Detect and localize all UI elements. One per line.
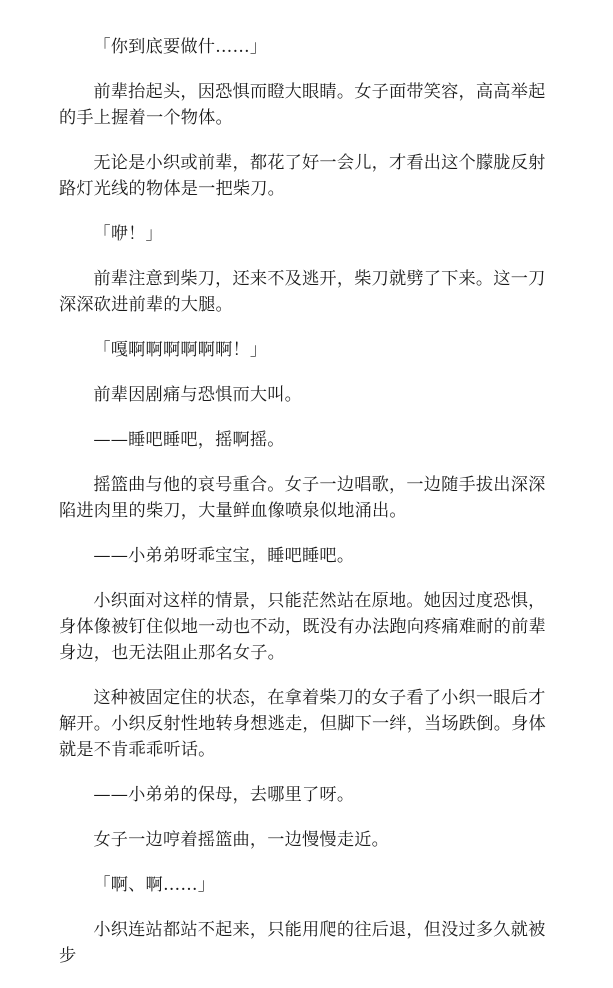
paragraph: 前辈注意到柴刀，还来不及逃开，柴刀就劈了下来。这一刀深深砍进前辈的大腿。 [59, 269, 546, 315]
paragraph: 小织连站都站不起来，只能用爬的往后退，但没过多久就被步 [59, 920, 546, 966]
paragraph: 这种被固定住的状态，在拿着柴刀的女子看了小织一眼后才解开。小织反射性地转身想逃走，但脚下一绊，当场跌倒。身体就是不肯乖乖听话。 [59, 688, 546, 760]
paragraph: 「啊、啊……」 [93, 875, 216, 895]
novel-text-body [59, 34, 559, 988]
paragraph: 「嘎啊啊啊啊啊啊！」 [93, 340, 268, 360]
paragraph: 「你到底要做什……」 [93, 37, 268, 57]
paragraph: 前辈因剧痛与恐惧而大叫。 [93, 385, 303, 405]
paragraph: 小织面对这样的情景，只能茫然站在原地。她因过度恐惧，身体像被钉住似地一动也不动，既没有办法跑向疼痛难耐的前辈身边，也无法阻止那名女子。 [59, 591, 546, 663]
paragraph: 无论是小织或前辈，都花了好一会儿，才看出这个朦胧反射路灯光线的物体是一把柴刀。 [59, 153, 546, 199]
paragraph: 女子一边哼着摇篮曲，一边慢慢走近。 [93, 830, 389, 850]
paragraph: 摇篮曲与他的哀号重合。女子一边唱歌，一边随手拔出深深陷进肉里的柴刀，大量鲜血像喷泉似地涌出。 [59, 475, 546, 521]
paragraph: ——小弟弟的保母，去哪里了呀。 [93, 785, 355, 805]
paragraph: ——小弟弟呀乖宝宝，睡吧睡吧。 [93, 546, 355, 566]
paragraph: 前辈抬起头，因恐惧而瞪大眼睛。女子面带笑容，高高举起的手上握着一个物体。 [59, 82, 546, 128]
paragraph: ——睡吧睡吧，摇啊摇。 [93, 430, 285, 450]
paragraph: 「咿！」 [93, 224, 163, 244]
